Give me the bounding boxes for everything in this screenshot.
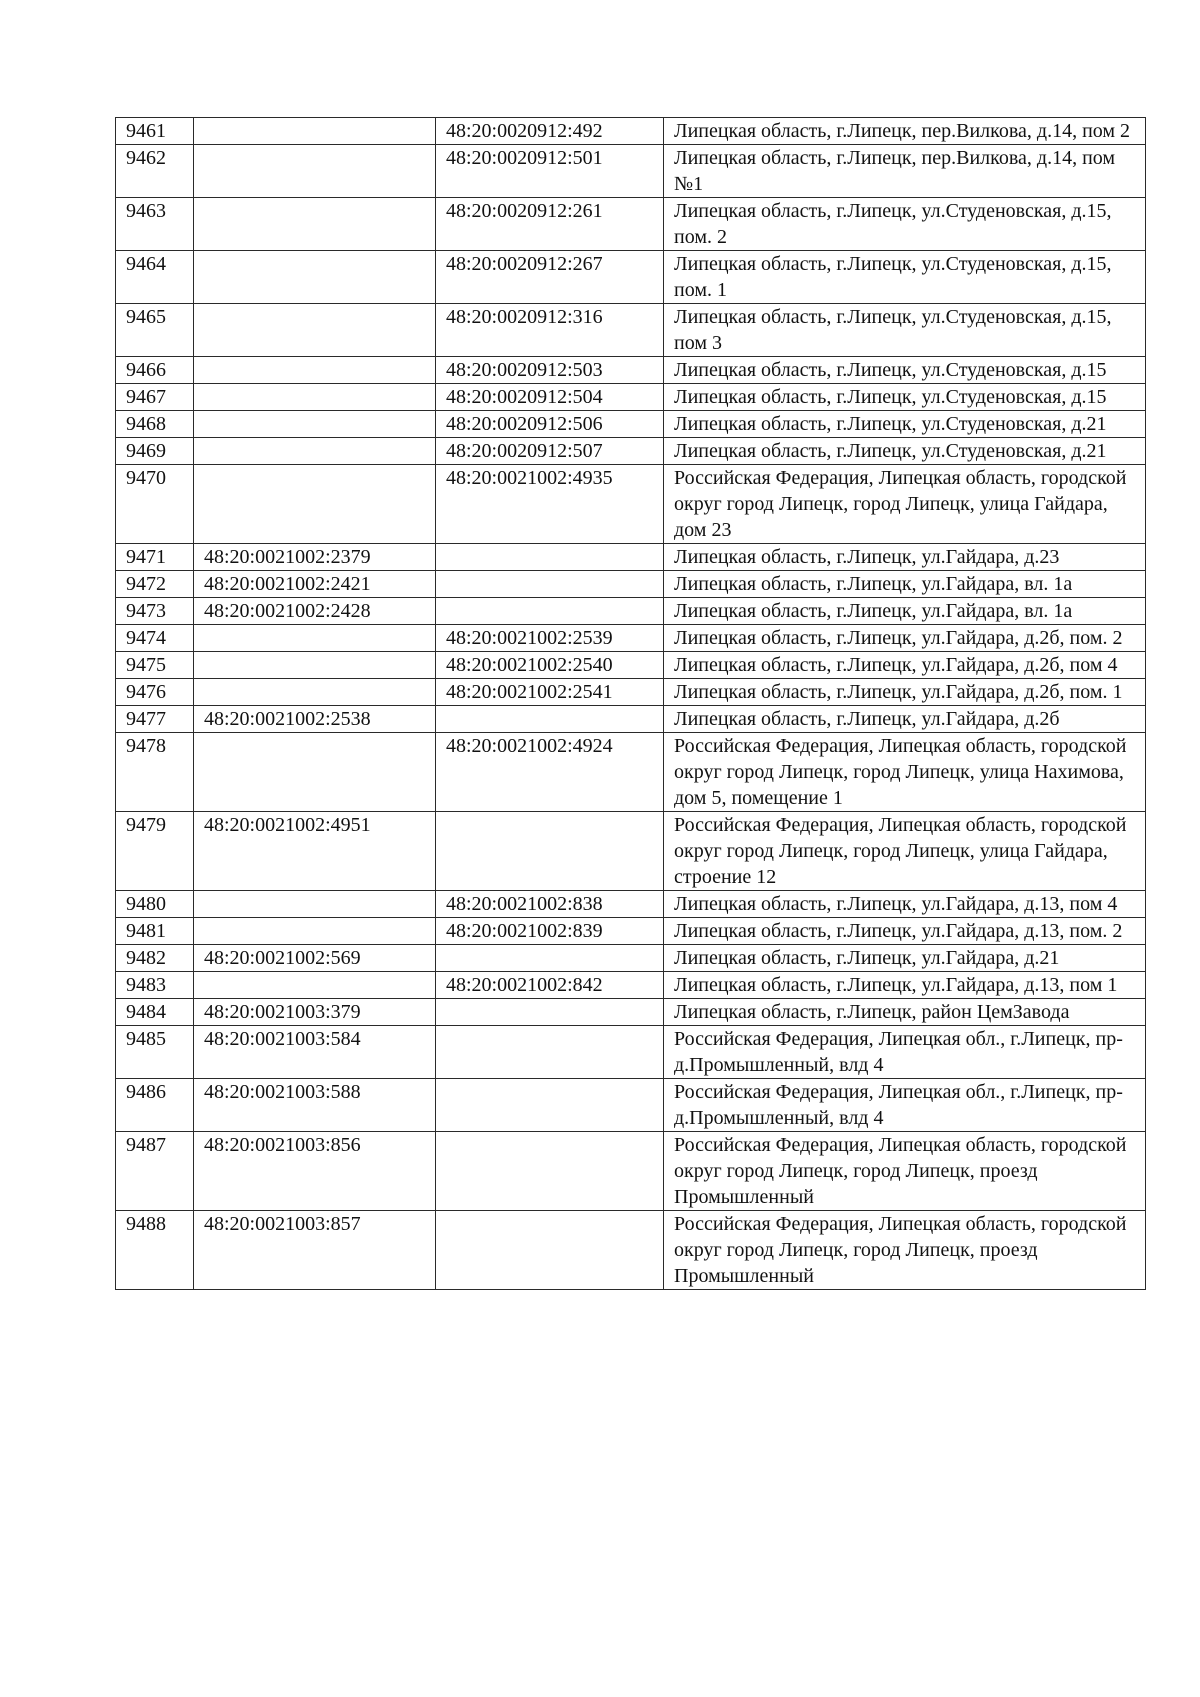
- cadastral-number-cell: [194, 251, 436, 304]
- cadastral-number-cell: [194, 357, 436, 384]
- row-number-cell: 9470: [116, 465, 194, 544]
- row-number-cell: 9478: [116, 733, 194, 812]
- cadastral-number-alt-cell: 48:20:0020912:316: [436, 304, 664, 357]
- cadastral-number-cell: 48:20:0021003:856: [194, 1132, 436, 1211]
- registry-table: [115, 117, 1146, 1290]
- address-cell: Липецкая область, г.Липецк, ул.Гайдара, д.13, пом 1: [664, 972, 1146, 999]
- cadastral-number-alt-cell: [436, 598, 664, 625]
- table-row: [116, 304, 1146, 357]
- cadastral-number-alt-cell: 48:20:0020912:507: [436, 438, 664, 465]
- cadastral-number-cell: [194, 679, 436, 706]
- table-row: [116, 706, 1146, 733]
- cadastral-number-alt-cell: 48:20:0021002:2540: [436, 652, 664, 679]
- cadastral-number-cell: 48:20:0021002:2379: [194, 544, 436, 571]
- address-cell: Липецкая область, г.Липецк, ул.Студеновская, д.21: [664, 438, 1146, 465]
- row-number-cell: 9473: [116, 598, 194, 625]
- registry-table-body: [116, 118, 1146, 1290]
- row-number-cell: 9468: [116, 411, 194, 438]
- address-cell: Липецкая область, г.Липецк, ул.Гайдара, вл. 1а: [664, 598, 1146, 625]
- row-number-cell: 9462: [116, 145, 194, 198]
- cadastral-number-alt-cell: [436, 945, 664, 972]
- cadastral-number-alt-cell: [436, 999, 664, 1026]
- address-cell: Липецкая область, г.Липецк, ул.Студеновская, д.15: [664, 384, 1146, 411]
- address-cell: Липецкая область, г.Липецк, ул.Гайдара, д.13, пом 4: [664, 891, 1146, 918]
- table-row: [116, 145, 1146, 198]
- cadastral-number-alt-cell: 48:20:0020912:504: [436, 384, 664, 411]
- cadastral-number-cell: [194, 411, 436, 438]
- cadastral-number-alt-cell: [436, 544, 664, 571]
- cadastral-number-alt-cell: 48:20:0021002:839: [436, 918, 664, 945]
- cadastral-number-alt-cell: 48:20:0020912:501: [436, 145, 664, 198]
- row-number-cell: 9484: [116, 999, 194, 1026]
- cadastral-number-cell: 48:20:0021002:2421: [194, 571, 436, 598]
- address-cell: Российская Федерация, Липецкая область, городской округ город Липецк, город Липецк, улица Гайдара, строение 12: [664, 812, 1146, 891]
- address-cell: Липецкая область, г.Липецк, ул.Гайдара, д.2б, пом. 1: [664, 679, 1146, 706]
- table-row: [116, 625, 1146, 652]
- cadastral-number-cell: [194, 145, 436, 198]
- table-row: [116, 891, 1146, 918]
- cadastral-number-alt-cell: 48:20:0021002:838: [436, 891, 664, 918]
- address-cell: Российская Федерация, Липецкая область, городской округ город Липецк, город Липецк, проезд Промышленный: [664, 1132, 1146, 1211]
- cadastral-number-cell: [194, 918, 436, 945]
- address-cell: Липецкая область, г.Липецк, район ЦемЗавода: [664, 999, 1146, 1026]
- cadastral-number-cell: [194, 891, 436, 918]
- cadastral-number-cell: 48:20:0021002:569: [194, 945, 436, 972]
- cadastral-number-cell: [194, 304, 436, 357]
- cadastral-number-alt-cell: 48:20:0020912:503: [436, 357, 664, 384]
- table-row: [116, 812, 1146, 891]
- table-row: [116, 198, 1146, 251]
- row-number-cell: 9465: [116, 304, 194, 357]
- row-number-cell: 9472: [116, 571, 194, 598]
- address-cell: Российская Федерация, Липецкая область, городской округ город Липецк, город Липецк, проезд Промышленный: [664, 1211, 1146, 1290]
- cadastral-number-cell: 48:20:0021003:857: [194, 1211, 436, 1290]
- cadastral-number-alt-cell: 48:20:0020912:492: [436, 118, 664, 145]
- table-row: [116, 1211, 1146, 1290]
- cadastral-number-alt-cell: [436, 1079, 664, 1132]
- table-row: [116, 465, 1146, 544]
- address-cell: Липецкая область, г.Липецк, ул.Студеновская, д.21: [664, 411, 1146, 438]
- table-row: [116, 1026, 1146, 1079]
- cadastral-number-cell: [194, 652, 436, 679]
- address-cell: Липецкая область, г.Липецк, ул.Гайдара, д.23: [664, 544, 1146, 571]
- table-row: [116, 251, 1146, 304]
- cadastral-number-cell: [194, 733, 436, 812]
- row-number-cell: 9480: [116, 891, 194, 918]
- cadastral-number-alt-cell: 48:20:0021002:4935: [436, 465, 664, 544]
- table-row: [116, 438, 1146, 465]
- row-number-cell: 9469: [116, 438, 194, 465]
- address-cell: Липецкая область, г.Липецк, ул.Студеновская, д.15, пом. 2: [664, 198, 1146, 251]
- address-cell: Российская Федерация, Липецкая область, городской округ город Липецк, город Липецк, улица Нахимова, дом 5, помещение 1: [664, 733, 1146, 812]
- table-row: [116, 679, 1146, 706]
- cadastral-number-cell: 48:20:0021002:2428: [194, 598, 436, 625]
- row-number-cell: 9483: [116, 972, 194, 999]
- cadastral-number-cell: 48:20:0021003:584: [194, 1026, 436, 1079]
- cadastral-number-alt-cell: 48:20:0021002:2539: [436, 625, 664, 652]
- cadastral-number-cell: [194, 438, 436, 465]
- address-cell: Липецкая область, г.Липецк, ул.Гайдара, д.21: [664, 945, 1146, 972]
- address-cell: Липецкая область, г.Липецк, ул.Гайдара, д.2б, пом. 2: [664, 625, 1146, 652]
- address-cell: Российская Федерация, Липецкая обл., г.Липецк, пр-д.Промышленный, влд 4: [664, 1026, 1146, 1079]
- table-row: [116, 999, 1146, 1026]
- row-number-cell: 9474: [116, 625, 194, 652]
- row-number-cell: 9481: [116, 918, 194, 945]
- cadastral-number-alt-cell: [436, 1211, 664, 1290]
- row-number-cell: 9476: [116, 679, 194, 706]
- cadastral-number-alt-cell: 48:20:0021002:842: [436, 972, 664, 999]
- cadastral-number-cell: 48:20:0021003:588: [194, 1079, 436, 1132]
- address-cell: Липецкая область, г.Липецк, пер.Вилкова, д.14, пом №1: [664, 145, 1146, 198]
- address-cell: Липецкая область, г.Липецк, ул.Гайдара, вл. 1а: [664, 571, 1146, 598]
- cadastral-number-alt-cell: [436, 1026, 664, 1079]
- cadastral-number-cell: [194, 384, 436, 411]
- cadastral-number-alt-cell: [436, 571, 664, 598]
- address-cell: Липецкая область, г.Липецк, ул.Студеновская, д.15: [664, 357, 1146, 384]
- row-number-cell: 9479: [116, 812, 194, 891]
- table-row: [116, 384, 1146, 411]
- row-number-cell: 9464: [116, 251, 194, 304]
- row-number-cell: 9487: [116, 1132, 194, 1211]
- table-row: [116, 598, 1146, 625]
- row-number-cell: 9488: [116, 1211, 194, 1290]
- row-number-cell: 9485: [116, 1026, 194, 1079]
- table-row: [116, 1132, 1146, 1211]
- cadastral-number-alt-cell: [436, 706, 664, 733]
- table-row: [116, 652, 1146, 679]
- row-number-cell: 9466: [116, 357, 194, 384]
- table-row: [116, 918, 1146, 945]
- cadastral-number-alt-cell: 48:20:0020912:506: [436, 411, 664, 438]
- cadastral-number-alt-cell: 48:20:0020912:261: [436, 198, 664, 251]
- table-row: [116, 945, 1146, 972]
- table-row: [116, 411, 1146, 438]
- address-cell: Липецкая область, г.Липецк, ул.Гайдара, д.2б, пом 4: [664, 652, 1146, 679]
- address-cell: Российская Федерация, Липецкая обл., г.Липецк, пр-д.Промышленный, влд 4: [664, 1079, 1146, 1132]
- cadastral-number-cell: [194, 118, 436, 145]
- cadastral-number-cell: 48:20:0021003:379: [194, 999, 436, 1026]
- address-cell: Липецкая область, г.Липецк, пер.Вилкова, д.14, пом 2: [664, 118, 1146, 145]
- address-cell: Липецкая область, г.Липецк, ул.Студеновская, д.15, пом 3: [664, 304, 1146, 357]
- row-number-cell: 9475: [116, 652, 194, 679]
- cadastral-number-alt-cell: 48:20:0020912:267: [436, 251, 664, 304]
- row-number-cell: 9482: [116, 945, 194, 972]
- cadastral-number-alt-cell: 48:20:0021002:2541: [436, 679, 664, 706]
- table-row: [116, 1079, 1146, 1132]
- cadastral-number-cell: 48:20:0021002:4951: [194, 812, 436, 891]
- table-row: [116, 571, 1146, 598]
- cadastral-number-cell: 48:20:0021002:2538: [194, 706, 436, 733]
- row-number-cell: 9463: [116, 198, 194, 251]
- address-cell: Липецкая область, г.Липецк, ул.Студеновская, д.15, пом. 1: [664, 251, 1146, 304]
- table-row: [116, 544, 1146, 571]
- cadastral-number-alt-cell: [436, 812, 664, 891]
- table-row: [116, 357, 1146, 384]
- row-number-cell: 9477: [116, 706, 194, 733]
- address-cell: Липецкая область, г.Липецк, ул.Гайдара, д.13, пом. 2: [664, 918, 1146, 945]
- address-cell: Липецкая область, г.Липецк, ул.Гайдара, д.2б: [664, 706, 1146, 733]
- address-cell: Российская Федерация, Липецкая область, городской округ город Липецк, город Липецк, улица Гайдара, дом 23: [664, 465, 1146, 544]
- cadastral-number-alt-cell: [436, 1132, 664, 1211]
- table-row: [116, 972, 1146, 999]
- table-row: [116, 118, 1146, 145]
- row-number-cell: 9461: [116, 118, 194, 145]
- cadastral-number-cell: [194, 198, 436, 251]
- cadastral-number-cell: [194, 625, 436, 652]
- table-row: [116, 733, 1146, 812]
- cadastral-number-cell: [194, 972, 436, 999]
- row-number-cell: 9486: [116, 1079, 194, 1132]
- row-number-cell: 9467: [116, 384, 194, 411]
- cadastral-number-cell: [194, 465, 436, 544]
- row-number-cell: 9471: [116, 544, 194, 571]
- cadastral-number-alt-cell: 48:20:0021002:4924: [436, 733, 664, 812]
